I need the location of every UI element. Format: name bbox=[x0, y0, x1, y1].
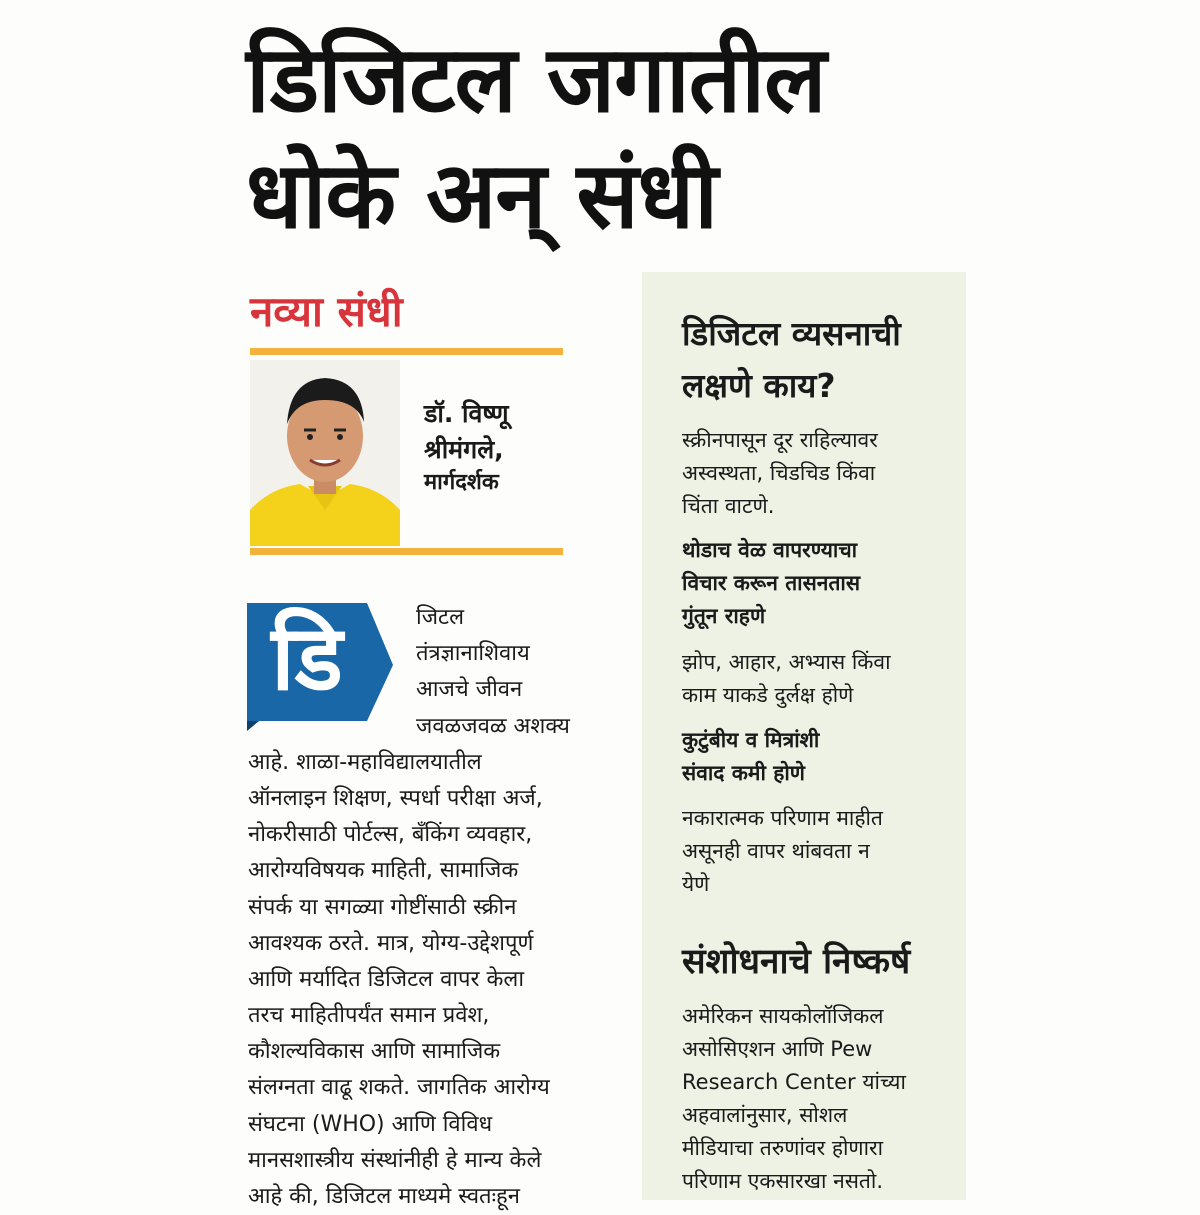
research-line: असोसिएशन आणि Pew bbox=[682, 1037, 873, 1061]
symptom-5 bbox=[682, 802, 952, 901]
article-line: तंत्रज्ञानाशिवाय bbox=[416, 641, 530, 667]
divider-top bbox=[250, 348, 563, 355]
symptom-line: विचार करून तासनतास bbox=[682, 571, 861, 595]
symptom-line: संवाद कमी होणे bbox=[682, 761, 805, 785]
symptom-4 bbox=[682, 724, 952, 790]
sidebar-title-line-1: डिजिटल व्यसनाची bbox=[682, 314, 901, 353]
author-role: मार्गदर्शक bbox=[424, 470, 499, 495]
author-name-line-1: डॉ. विष्णू bbox=[424, 399, 509, 428]
symptom-line: गुंतून राहणे bbox=[682, 604, 766, 628]
article-line: जिटल bbox=[416, 605, 465, 630]
article-line: आरोग्यविषयक माहिती, सामाजिक bbox=[248, 858, 519, 884]
symptom-1 bbox=[682, 424, 952, 523]
author-photo bbox=[250, 360, 400, 546]
article-line: आणि मर्यादित डिजिटल वापर केला bbox=[248, 966, 525, 992]
headline-line-2: धोके अन् संधी bbox=[246, 142, 718, 249]
article-line: संपर्क या सगळ्या गोष्टींसाठी स्क्रीन bbox=[248, 894, 517, 920]
symptom-line: नकारात्मक परिणाम माहीत bbox=[682, 806, 883, 830]
symptom-line: काम याकडे दुर्लक्ष होणे bbox=[682, 683, 854, 707]
symptom-line: थोडाच वेळ वापरण्याचा bbox=[682, 538, 858, 562]
drop-cap-letter: डि bbox=[271, 606, 343, 711]
sidebar-title-symptoms bbox=[682, 308, 952, 412]
symptom-line: स्क्रीनपासून दूर राहिल्यावर bbox=[682, 428, 878, 452]
headline bbox=[246, 22, 946, 254]
research-line: अहवालांनुसार, सोशल bbox=[682, 1103, 848, 1127]
sidebar-box bbox=[642, 272, 966, 1200]
research-text bbox=[682, 1000, 952, 1198]
article-body bbox=[248, 600, 608, 1215]
article-line: नोकरीसाठी पोर्टल्स, बँकिंग व्यवहार, bbox=[248, 822, 533, 848]
article-line: आवश्यक ठरते. मात्र, योग्य-उद्देशपूर्ण bbox=[248, 930, 534, 956]
article-line: जवळजवळ अशक्य bbox=[416, 713, 570, 739]
headline-line-1: डिजिटल जगातील bbox=[246, 26, 826, 133]
symptom-line: चिंता वाटणे. bbox=[682, 494, 775, 518]
sidebar-title-research: संशोधनाचे निष्कर्ष bbox=[682, 942, 911, 982]
divider-bottom bbox=[250, 548, 563, 555]
symptom-3 bbox=[682, 646, 952, 712]
research-line: मीडियाचा तरुणांवर होणारा bbox=[682, 1136, 884, 1160]
research-line: अमेरिकन सायकोलॉजिकल bbox=[682, 1004, 884, 1028]
article-line: आहे. शाळा-महाविद्यालयातील bbox=[248, 749, 482, 775]
article-line: मानसशास्त्रीय संस्थांनीही हे मान्य केले bbox=[248, 1147, 542, 1173]
symptom-2 bbox=[682, 534, 952, 633]
section-kicker: नव्या संधी bbox=[250, 287, 403, 336]
author-byline bbox=[424, 396, 574, 498]
research-line: Research Center यांच्या bbox=[682, 1070, 906, 1094]
sidebar-title-line-2: लक्षणे काय? bbox=[682, 366, 836, 405]
symptom-line: येणे bbox=[682, 872, 710, 896]
article-line: तरच माहितीपर्यंत समान प्रवेश, bbox=[248, 1003, 490, 1029]
article-line: कौशल्यविकास आणि सामाजिक bbox=[248, 1039, 501, 1065]
symptom-line: कुटुंबीय व मित्रांशी bbox=[682, 728, 820, 752]
article-line: ऑनलाइन शिक्षण, स्पर्धा परीक्षा अर्ज, bbox=[248, 785, 543, 811]
symptom-line: झोप, आहार, अभ्यास किंवा bbox=[682, 650, 891, 674]
article-line: संलग्नता वाढू शकते. जागतिक आरोग्य bbox=[248, 1075, 550, 1101]
author-name-line-2: श्रीमंगले, bbox=[424, 435, 504, 464]
symptom-line: असूनही वापर थांबवता न bbox=[682, 839, 870, 863]
article-line: आहे की, डिजिटल माध्यमे स्वतःहून bbox=[248, 1184, 520, 1209]
research-line: परिणाम एकसारखा नसतो. bbox=[682, 1169, 884, 1193]
article-line: संघटना (WHO) आणि विविध bbox=[248, 1111, 493, 1137]
article-line: आजचे जीवन bbox=[416, 677, 523, 703]
symptom-line: अस्वस्थता, चिडचिड किंवा bbox=[682, 461, 876, 485]
